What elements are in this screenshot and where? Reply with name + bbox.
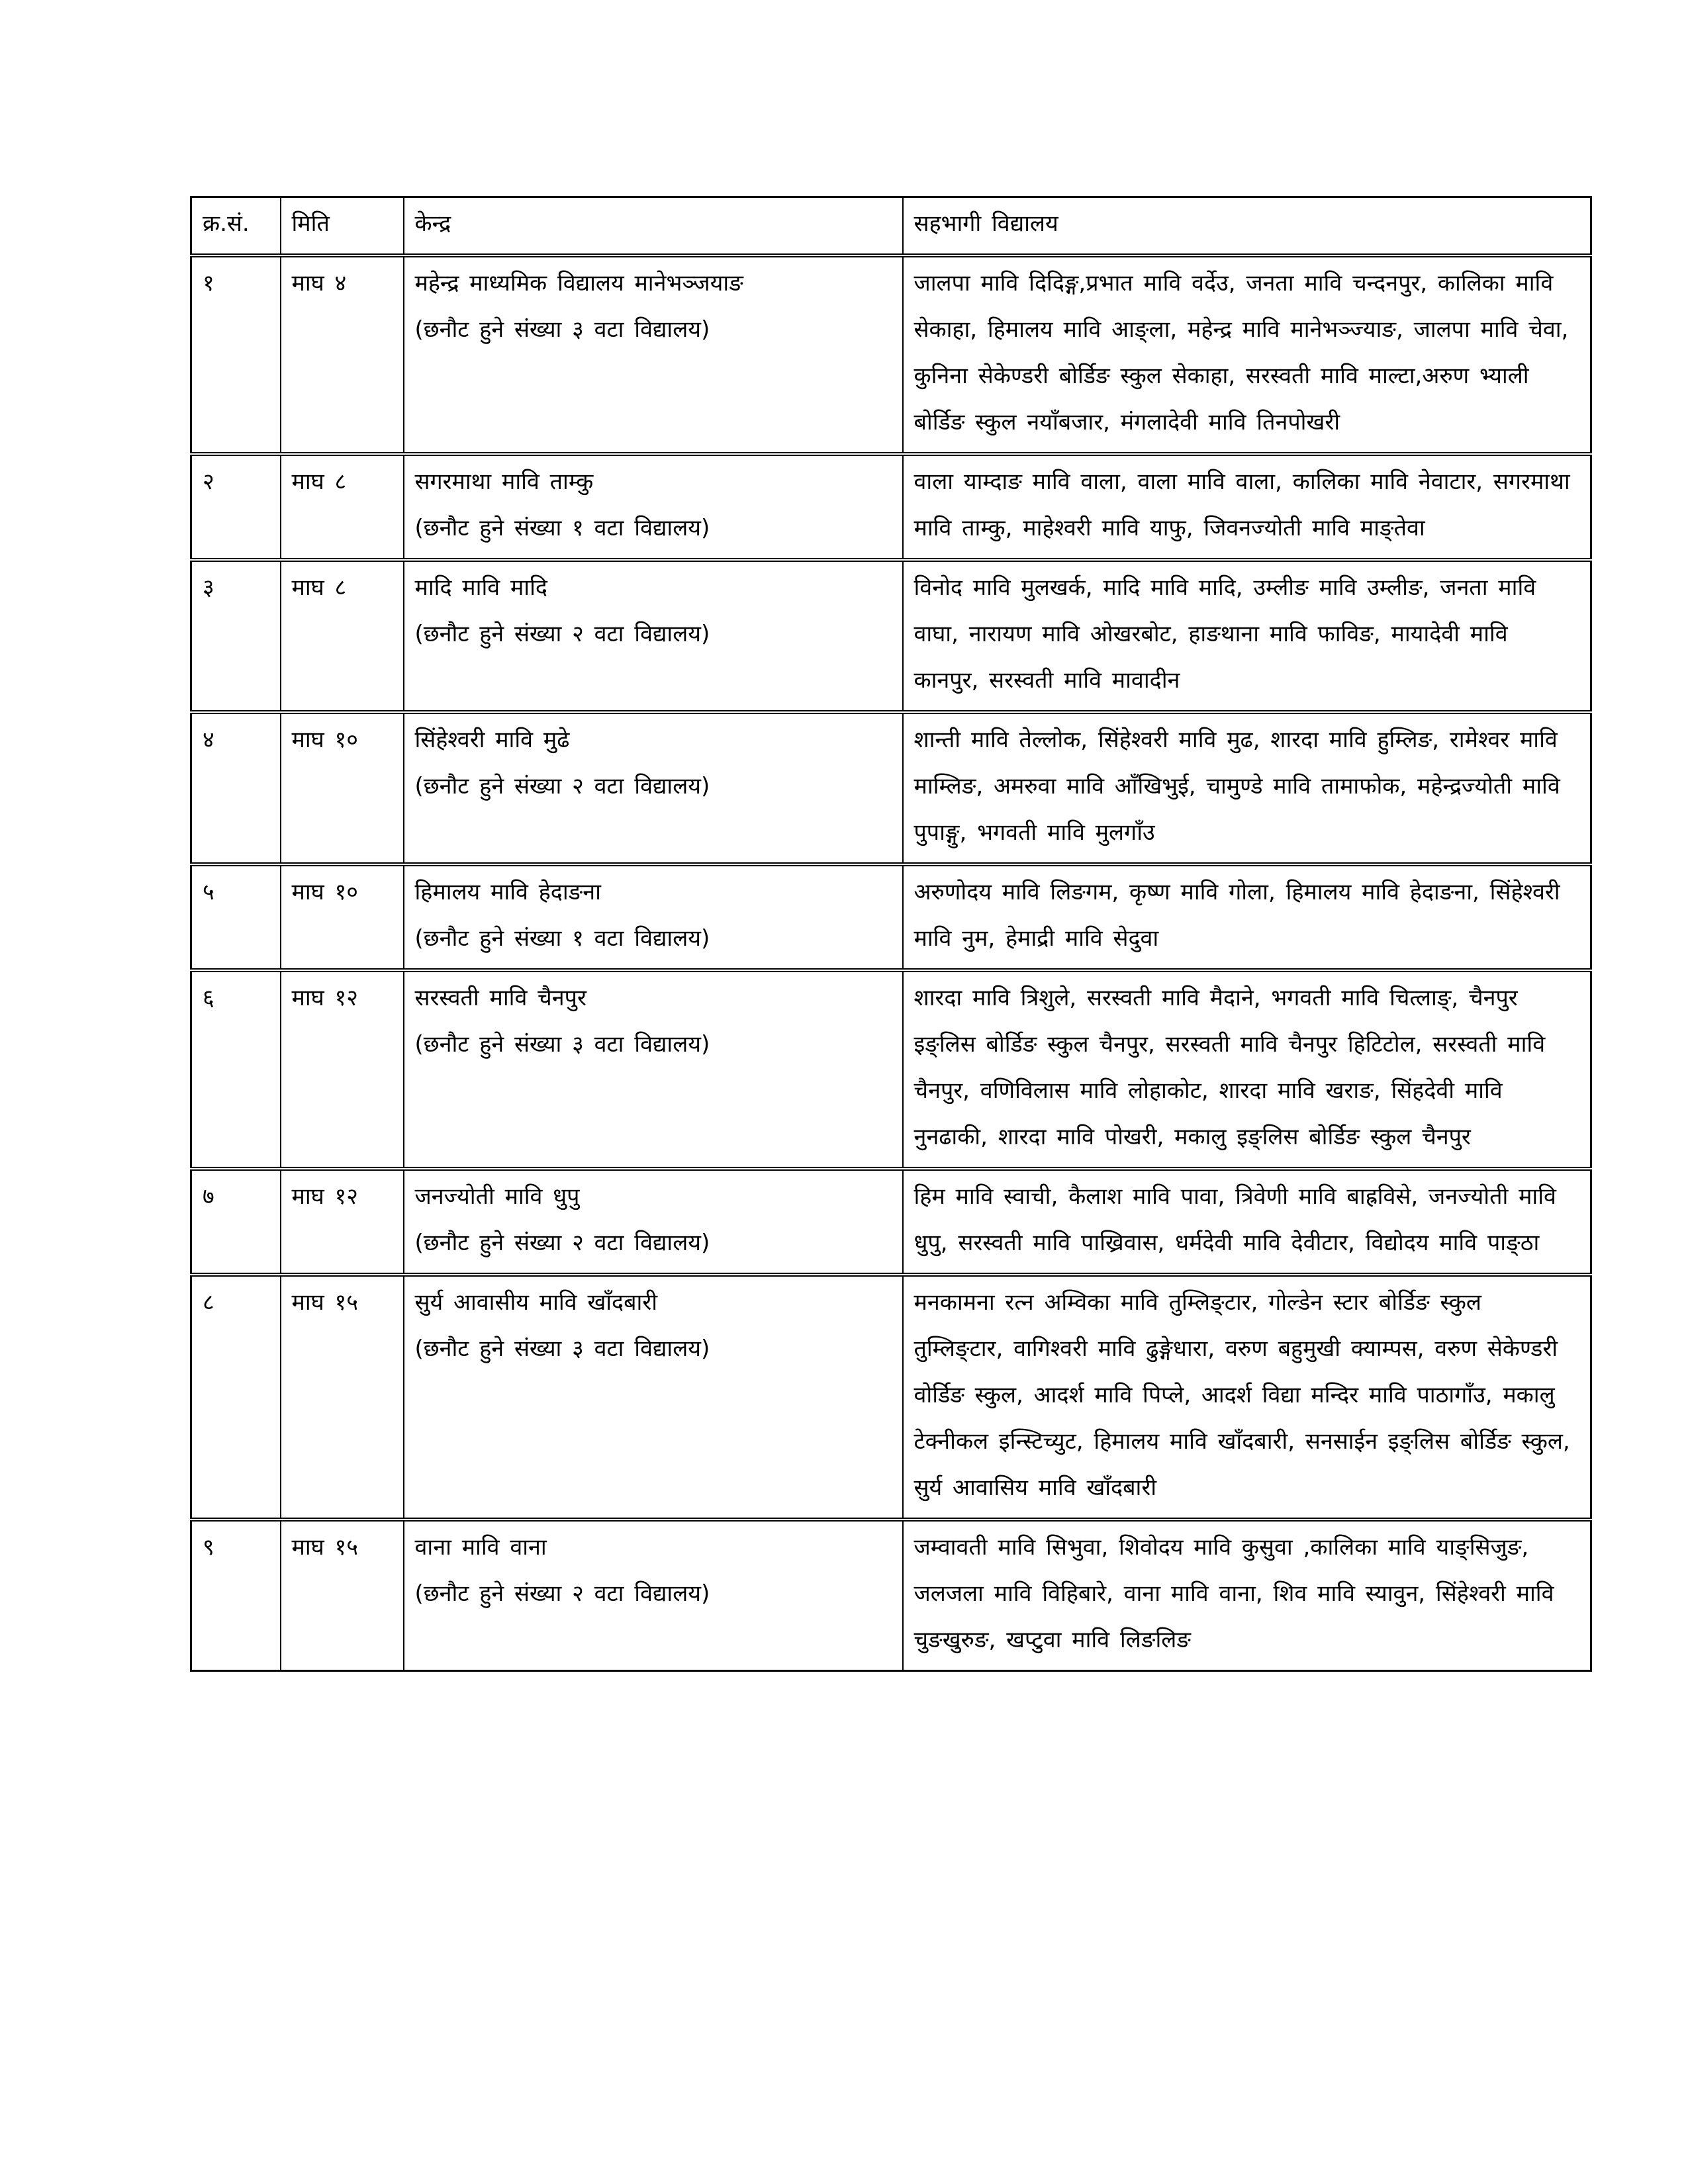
cell-date: माघ १५ — [281, 1520, 404, 1671]
table-row — [191, 454, 1591, 560]
center-selection-note: (छनौट हुने संख्या ३ वटा विद्यालय) — [414, 316, 710, 343]
cell-schools: जम्वावती मावि सिभुवा, शिवोदय मावि कुसुवा ,कालिका मावि याङ्सिजुङ, जलजला मावि विहिबारे, वाना मावि वाना, शिव मावि स्यावुुन, सिंहेश्वरी मावि चुङखुरुङ, खप्टुवा मावि लिङलिङ — [903, 1520, 1591, 1671]
cell-serial-number: २ — [191, 454, 281, 560]
center-name: हिमालय मावि हेदाङना — [414, 879, 601, 905]
cell-center — [404, 560, 903, 712]
header-serial-number: क्र.सं. — [191, 197, 281, 256]
header-date: मिति — [281, 197, 404, 256]
table-row — [191, 560, 1591, 712]
cell-serial-number: ४ — [191, 712, 281, 864]
cell-serial-number: ३ — [191, 560, 281, 712]
center-selection-note: (छनौट हुने संख्या ३ वटा विद्यालय) — [414, 1336, 710, 1362]
center-name: जनज्योती मावि धुपु — [414, 1183, 580, 1210]
cell-date: माघ ८ — [281, 560, 404, 712]
cell-serial-number: ७ — [191, 1169, 281, 1275]
table-row — [191, 712, 1591, 864]
center-selection-note: (छनौट हुने संख्या २ वटा विद्यालय) — [414, 773, 710, 799]
center-name: सरस्वती मावि चैनपुर — [414, 985, 586, 1011]
cell-serial-number: १ — [191, 255, 281, 454]
cell-date: माघ ४ — [281, 255, 404, 454]
center-selection-note: (छनौट हुने संख्या २ वटा विद्यालय) — [414, 621, 710, 647]
cell-center — [404, 712, 903, 864]
center-selection-note: (छनौट हुने संख्या ३ वटा विद्यालय) — [414, 1031, 710, 1058]
cell-date: माघ ८ — [281, 454, 404, 560]
header-center: केन्द्र — [404, 197, 903, 256]
cell-center — [404, 1169, 903, 1275]
exam-center-schedule-table — [190, 196, 1592, 1672]
center-selection-note: (छनौट हुने संख्या १ वटा विद्यालय) — [414, 925, 710, 952]
cell-date: माघ १२ — [281, 1169, 404, 1275]
table-header-row — [191, 197, 1591, 256]
cell-serial-number: ९ — [191, 1520, 281, 1671]
center-selection-note: (छनौट हुने संख्या २ वटा विद्यालय) — [414, 1230, 710, 1256]
table-row — [191, 1520, 1591, 1671]
table-row — [191, 864, 1591, 970]
center-name: सगरमाथा मावि ताम्कु — [414, 469, 594, 495]
cell-schools: वाला याम्दाङ मावि वाला, वाला मावि वाला, कालिका मावि नेवाटार, सगरमाथा मावि ताम्कु, माहेश्वरी मावि याफु, जिवनज्योती मावि माङ्तेवा — [903, 454, 1591, 560]
cell-date: माघ १२ — [281, 970, 404, 1169]
table-row — [191, 1275, 1591, 1520]
cell-schools: जालपा मावि दिदिङ्ग,प्रभात मावि वर्देउ, जनता मावि चन्दनपुर, कालिका मावि सेकाहा, हिमालय मावि आङ्ला, महेन्द्र मावि मानेभञ्ज्याङ, जालपा मावि चेवा, कुनिना सेकेण्डरी बोर्डिङ स्कुल सेकाहा, सरस्वती मावि माल्टा,अरुण भ्याली बोर्डिङ स्कुल नयाँबजार, मंगलादेवी मावि तिनपोखरी — [903, 255, 1591, 454]
cell-schools: शान्ती मावि तेल्लोक, सिंहेश्वरी मावि मुढ, शारदा मावि हुम्लिङ, रामेश्वर मावि माम्लिङ, अमरुवा मावि आँखिभुई, चामुण्डे मावि तामाफोक, महेन्द्रज्योती मावि पुपाङ्गु, भगवती मावि मुलगाँउ — [903, 712, 1591, 864]
header-participating-schools: सहभागी विद्यालय — [903, 197, 1591, 256]
cell-serial-number: ६ — [191, 970, 281, 1169]
table-row — [191, 970, 1591, 1169]
cell-schools: विनोद मावि मुलखर्क, मादि मावि मादि, उम्लीङ मावि उम्लीङ, जनता मावि वाघा, नारायण मावि ओखरबोट, हाङथाना मावि फाविङ, मायादेवी मावि कानपुर, सरस्वती मावि मावादीन — [903, 560, 1591, 712]
cell-center — [404, 864, 903, 970]
cell-center — [404, 454, 903, 560]
center-name: वाना मावि वाना — [414, 1534, 547, 1561]
center-selection-note: (छनौट हुने संख्या १ वटा विद्यालय) — [414, 515, 710, 541]
table-row — [191, 1169, 1591, 1275]
cell-center — [404, 255, 903, 454]
center-selection-note: (छनौट हुने संख्या २ वटा विद्यालय) — [414, 1580, 710, 1607]
center-name: महेन्द्र माध्यमिक विद्यालय मानेभञ्जयाङ — [414, 270, 743, 296]
center-name: सिंहेश्वरी मावि मुढे — [414, 727, 570, 753]
cell-center — [404, 1520, 903, 1671]
cell-date: माघ १५ — [281, 1275, 404, 1520]
cell-schools: अरुणोदय मावि लिङगम, कृष्ण मावि गोला, हिमालय मावि हेदाङना, सिंहेश्वरी मावि नुम, हेमाद्री मावि सेदुवा — [903, 864, 1591, 970]
cell-schools: हिम मावि स्वाची, कैलाश मावि पावा, त्रिवेणी मावि बाह्रविसे, जनज्योती मावि धुपु, सरस्वती मावि पाख्रिवास, धर्मदेवी मावि देवीटार, विद्योदय मावि पाङ्ठा — [903, 1169, 1591, 1275]
cell-serial-number: ८ — [191, 1275, 281, 1520]
center-name: सुर्य आवासीय मावि खाँदबारी — [414, 1289, 658, 1316]
cell-schools: शारदा मावि त्रिशुले, सरस्वती मावि मैदाने, भगवती मावि चित्लाङ्, चैनपुर इङ्लिस बोर्डिङ स्कुल चैनपुर, सरस्वती मावि चैनपुर हिटिटोल, सरस्वती मावि चैनपुर, वणिविलास मावि लोहाकोट, शारदा मावि खराङ, सिंहदेवी मावि नुनढाकी, शारदा मावि पोखरी, मकालु इङ्लिस बोर्डिङ स्कुल चैनपुर — [903, 970, 1591, 1169]
cell-center — [404, 970, 903, 1169]
cell-center — [404, 1275, 903, 1520]
cell-schools: मनकामना रत्न अम्विका मावि तुम्लिङ्टार, गोल्डेन स्टार बोर्डिङ स्कुल तुम्लिङ्टार, वागिश्वरी मावि ढुङ्गेधारा, वरुण बहुमुखी क्याम्पस, वरुण सेकेण्डरी वोर्डिङ स्कुल, आदर्श मावि पिप्ले, आदर्श विद्या मन्दिर मावि पाठागाँउ, मकालु टेक्नीकल इन्स्टिच्युट, हिमालय मावि खाँदबारी, सनसाईन इङ्लिस बोर्डिङ स्कुल, सुर्य आवासिय मावि खाँदबारी — [903, 1275, 1591, 1520]
center-name: मादि मावि मादि — [414, 574, 547, 601]
cell-date: माघ १० — [281, 712, 404, 864]
table-row — [191, 255, 1591, 454]
cell-date: माघ १० — [281, 864, 404, 970]
cell-serial-number: ५ — [191, 864, 281, 970]
